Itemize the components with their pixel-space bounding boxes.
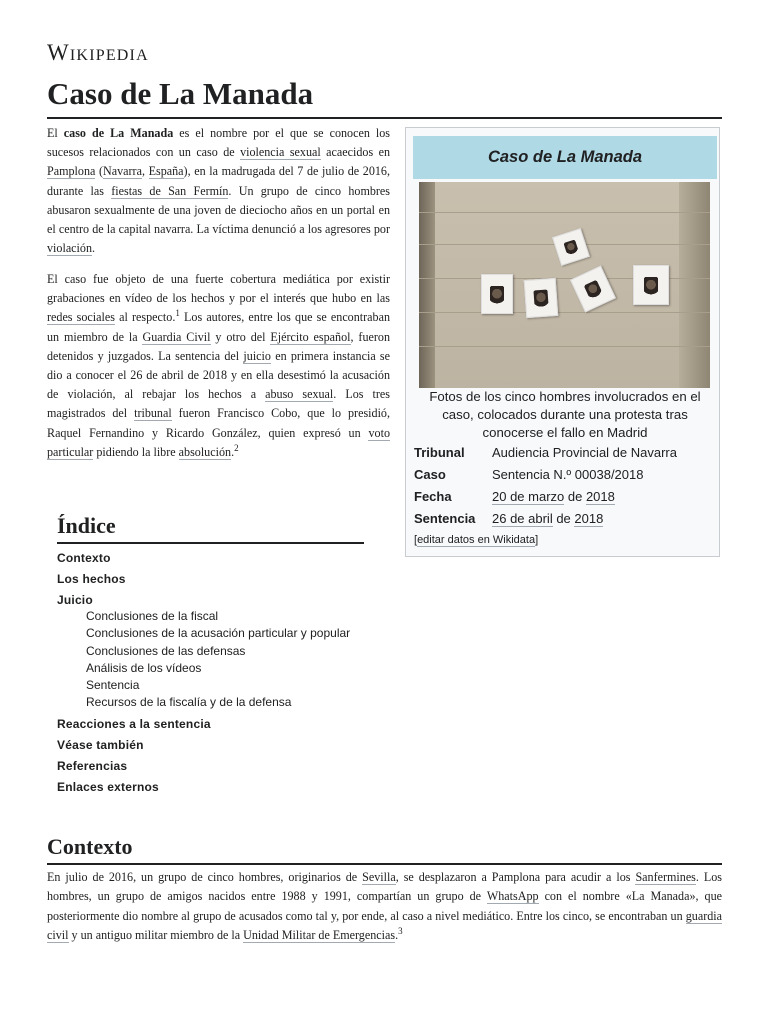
toc-item-juicio[interactable]: Juicio (57, 593, 93, 607)
section-heading-contexto: Contexto (47, 833, 722, 865)
link-26-de-abril[interactable]: 26 de abril (492, 511, 553, 526)
toc-subitem-conclusiones-defensas[interactable]: Conclusiones de las defensas (86, 644, 246, 658)
link-2018[interactable]: 2018 (585, 489, 615, 504)
link-guardia-civil-2[interactable]: guardia civil (47, 908, 722, 942)
wikipedia-wordmark[interactable]: Wikipedia (47, 40, 149, 65)
intro-paragraph-2: El caso fue objeto de una fuerte cobertura mediática por existir grabaciones en vídeo de los hechos y por el interés que hubo en las redes sociales al respecto.$^1$ Los autores, entre los que se encontraban un miembro de la Guardia Civil y otro del Ejército español, fueron detenidos y juzgados. La sentencia del juicio en primera instancia se dio a conocer el 26 de abril de 2018 y en ella desestimó la acusación de violación, al rebajar los hechos a abuso sexual. Los tres magistrados del tribunal fueron Francisco Cobo, que lo presidió, Raquel Fernandino y Ricardo González, quien expresó un voto particular pidiendo la libre absolución.$^2$ (47, 272, 391, 459)
infobox (405, 127, 720, 557)
toc-item-vease-tambien[interactable]: Véase también (57, 738, 144, 752)
toc-subitem-conclusiones-acusacion[interactable]: Conclusiones de la acusación particular y popular (86, 626, 351, 640)
edit-wikidata-link[interactable]: editar datos en Wikidata (417, 534, 536, 546)
link-fiestas-san-fermin[interactable]: fiestas de San Fermín (111, 183, 229, 198)
intro-paragraph-1: El caso de La Manada es el nombre por el que se conocen los sucesos relacionados con un caso de violencia sexual acaecidos en Pamplona (Navarra, España), en la madrugada del 7 de julio de 2016, durante las fiestas de San Fermín. Un grupo de cinco hombres abusaron sexualmente de una joven de dieciocho años en un portal en el centro de la capital navarra. La víctima denunció a los agresores por violación. (47, 126, 391, 256)
toc-item-referencias[interactable]: Referencias (57, 759, 128, 773)
toc-subitem-recursos[interactable]: Recursos de la fiscalía y de la defensa (86, 695, 292, 709)
toc-item-enlaces-externos[interactable]: Enlaces externos (57, 780, 159, 794)
page-title: Caso de La Manada (47, 76, 722, 119)
toc-item-reacciones[interactable]: Reacciones a la sentencia (57, 717, 211, 731)
link-unidad-militar-emergencias[interactable]: Unidad Militar de Emergencias (243, 927, 396, 942)
link-juicio[interactable]: juicio (243, 348, 271, 363)
reference-1[interactable]: 1 (175, 308, 180, 319)
toc-item-contexto[interactable]: Contexto (57, 551, 111, 565)
infobox-caption: Fotos de los cinco hombres involucrados en el caso, colocados durante una protesta tras conocerse el fallo en Madrid (429, 389, 701, 440)
link-ejercito-espanol[interactable]: Ejército español (270, 329, 351, 344)
link-absolucion[interactable]: absolución (178, 444, 232, 459)
link-espana[interactable]: España (148, 164, 184, 179)
table-of-contents (57, 512, 364, 794)
link-abuso-sexual[interactable]: abuso sexual (265, 387, 334, 402)
link-redes-sociales[interactable]: redes sociales (47, 310, 115, 325)
poster-4 (570, 266, 616, 313)
poster-1 (552, 228, 590, 266)
toc-subitem-analisis-videos[interactable]: Análisis de los vídeos (86, 661, 202, 675)
link-navarra[interactable]: Navarra (103, 164, 142, 179)
link-voto-particular[interactable]: voto particular (47, 425, 390, 459)
link-sanfermines[interactable]: Sanfermines (635, 870, 696, 884)
contexto-paragraph: En julio de 2016, un grupo de cinco hombres, originarios de Sevilla, se desplazaron a Pamplona para acudir a los Sanfermines. Los hombres, un grupo de amigos nacidos entre 1988 y 1991, compartían un grupo de WhatsApp con el nombre «La Manada», que posteriormente dio nombre al grupo de acusados como tal y, por ende, al caso a nivel mediático. Entre los cinco, se encontraban un guardia civil y un antiguo militar miembro de la Unidad Militar de Emergencias.$^3$ (47, 870, 723, 942)
bold-term: caso de La Manada (63, 126, 174, 140)
link-violencia-sexual[interactable]: violencia sexual (240, 145, 321, 160)
link-pamplona[interactable]: Pamplona (47, 164, 96, 179)
reference-3[interactable]: 3 (398, 925, 403, 936)
infobox-photo[interactable] (419, 182, 710, 388)
toc-subitem-conclusiones-fiscal[interactable]: Conclusiones de la fiscal (86, 609, 219, 623)
link-sevilla[interactable]: Sevilla (362, 870, 396, 884)
link-20-de-marzo[interactable]: 20 de marzo (492, 489, 565, 504)
toc-title: Índice (57, 512, 364, 544)
infobox-row-sentencia: Sentencia 26 de abril de 2018 (414, 511, 604, 526)
toc-subitem-sentencia[interactable]: Sentencia (86, 678, 140, 692)
toc-item-los-hechos[interactable]: Los hechos (57, 572, 126, 586)
poster-5 (633, 265, 669, 305)
poster-3 (524, 278, 559, 318)
edit-wikidata: [editar datos en Wikidata] (414, 534, 539, 546)
link-tribunal[interactable]: tribunal (134, 406, 172, 421)
link-violacion[interactable]: violación (47, 241, 93, 256)
link-2018-b[interactable]: 2018 (574, 511, 604, 526)
poster-2 (481, 274, 513, 314)
infobox-row-fecha: Fecha 20 de marzo de 2018 (414, 489, 615, 504)
link-whatsapp[interactable]: WhatsApp (486, 889, 539, 904)
infobox-title: Caso de La Manada (413, 136, 717, 179)
infobox-row-tribunal: Tribunal Audiencia Provincial de Navarra (414, 445, 677, 460)
reference-2[interactable]: 2 (234, 442, 239, 453)
link-guardia-civil[interactable]: Guardia Civil (142, 329, 211, 344)
infobox-row-caso: Caso Sentencia N.º 00038/2018 (414, 467, 644, 482)
